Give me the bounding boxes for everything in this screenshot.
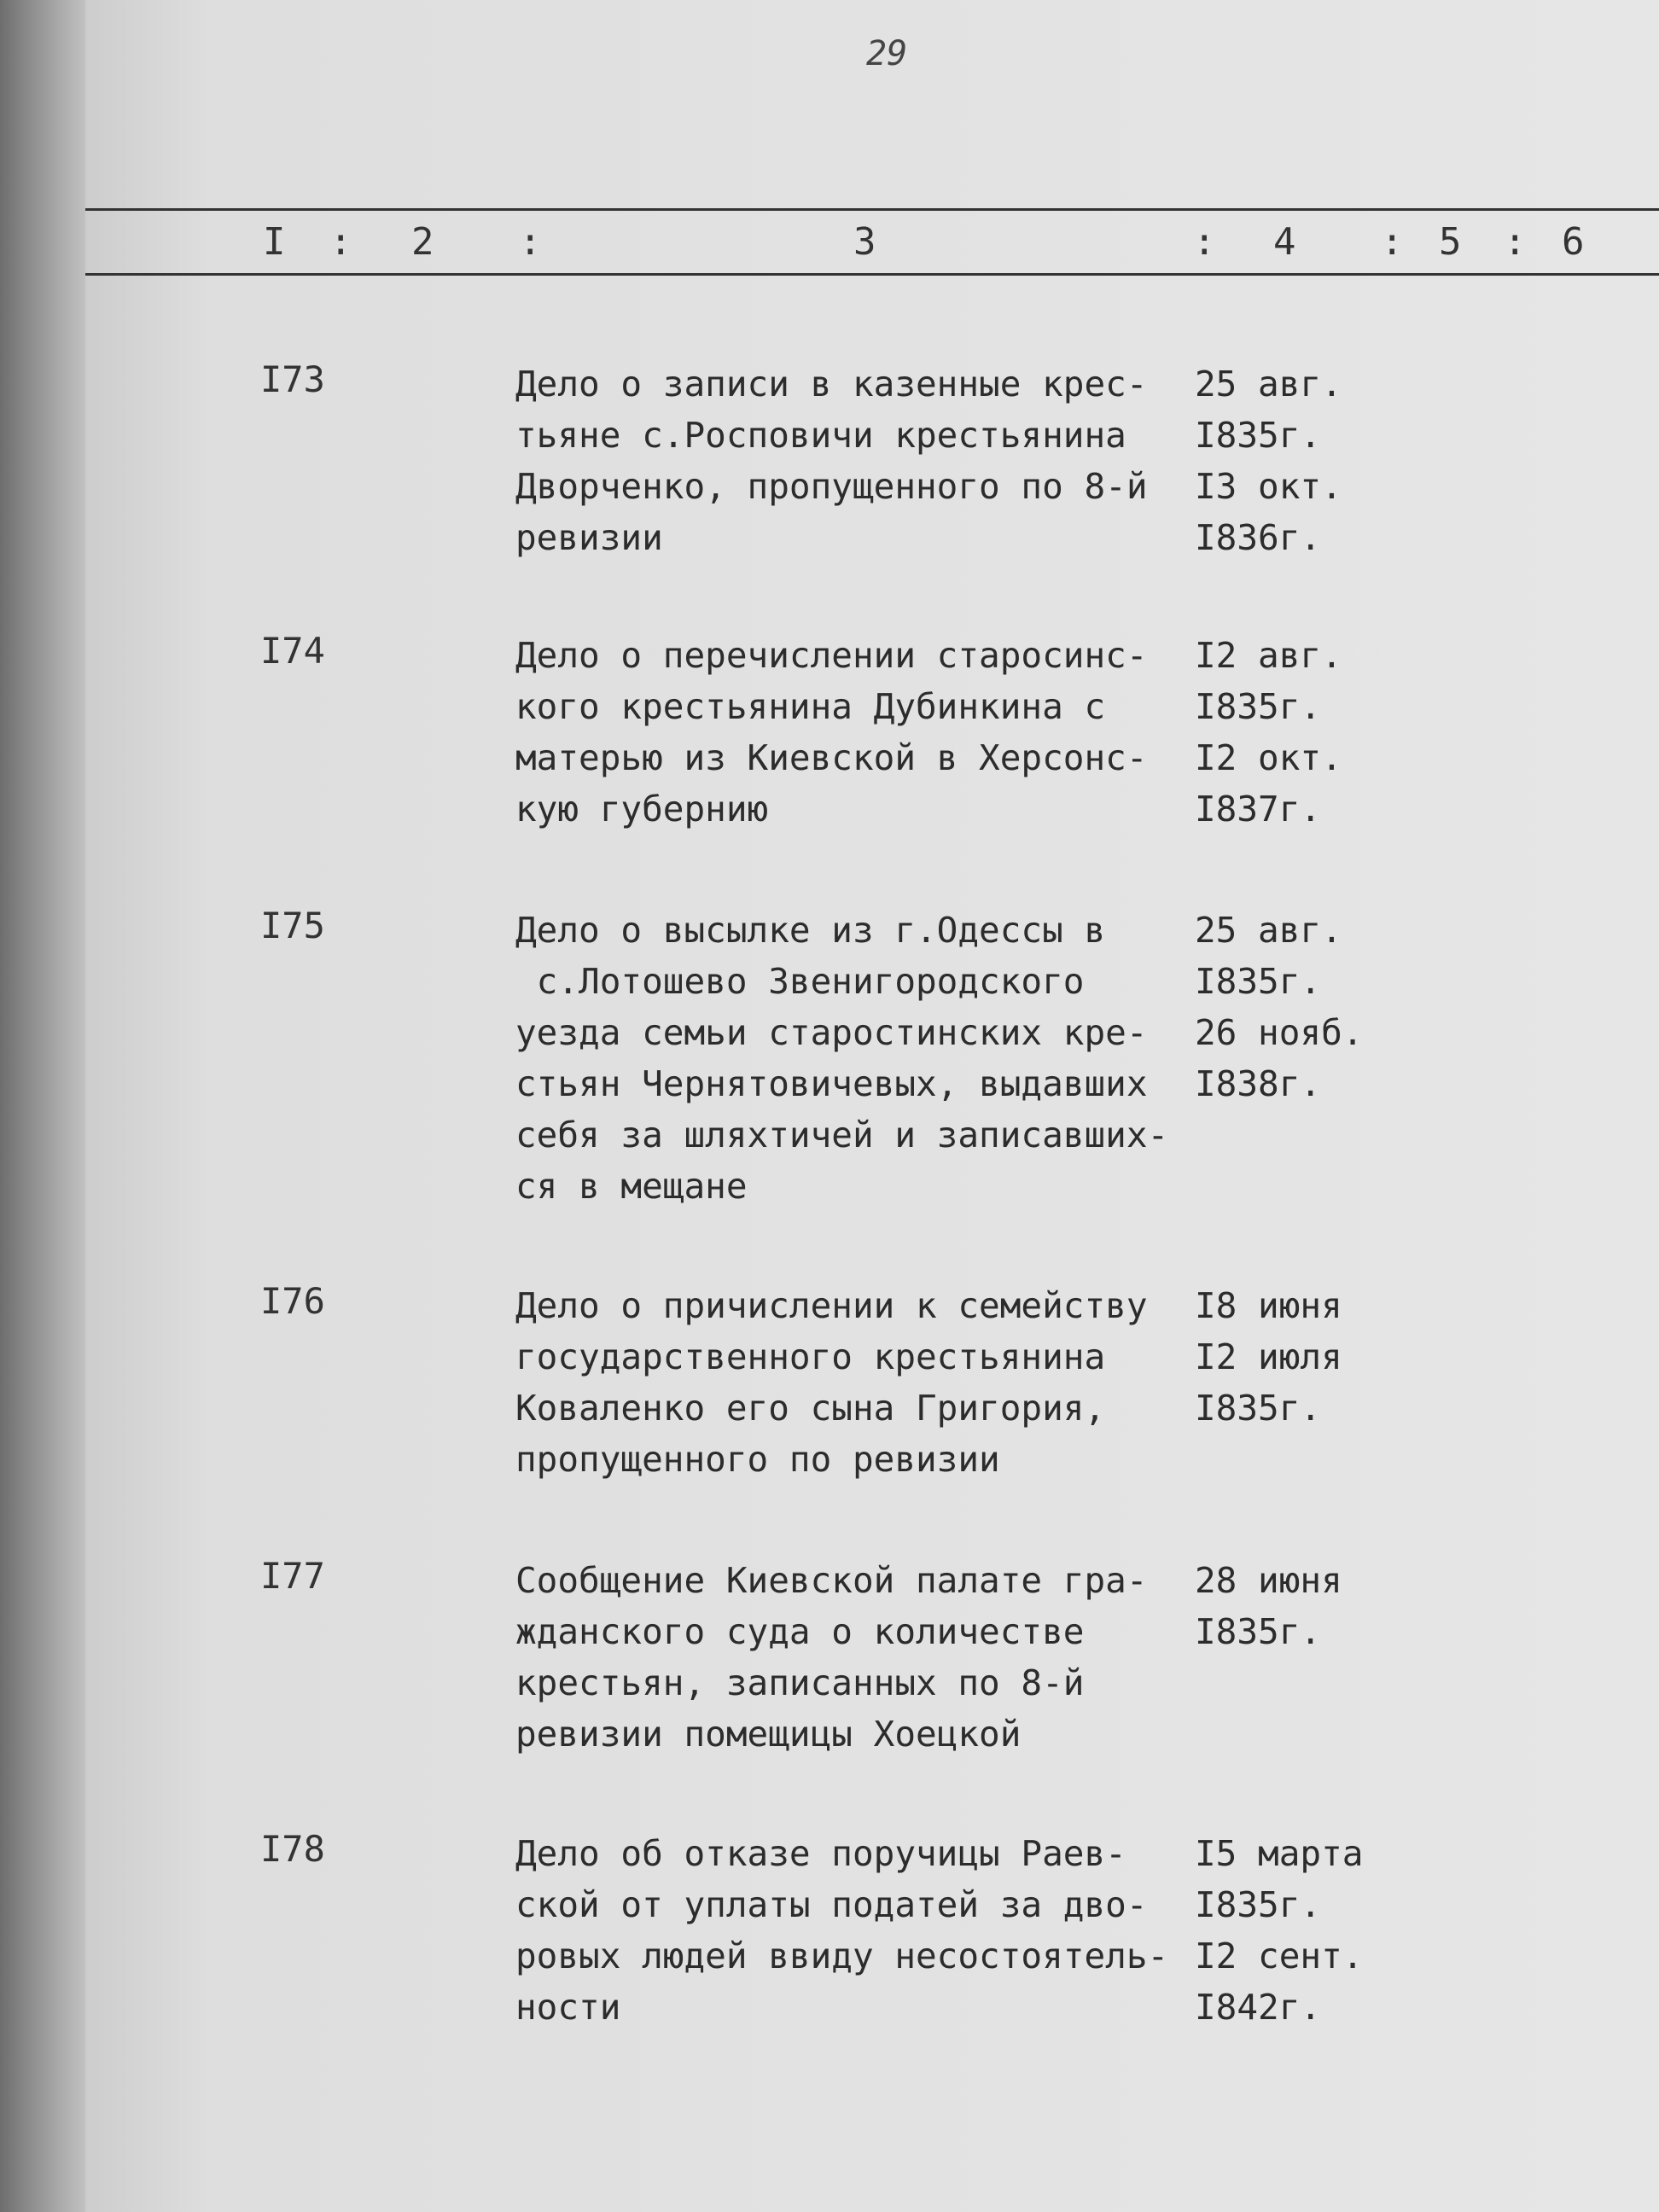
column-header-3: 3 xyxy=(853,220,876,264)
header-rule-top xyxy=(85,208,1659,211)
entry-number: I76 xyxy=(260,1280,325,1322)
entry-title xyxy=(515,905,1190,1212)
entry-title-line: Дело об отказе поручицы Раев- xyxy=(515,1833,1126,1874)
entry-dates xyxy=(1195,1555,1400,1657)
page-number: 29 xyxy=(866,34,908,73)
entry-title-line: Дворченко, пропущенного по 8-й xyxy=(515,466,1148,507)
entry-title-line: уезда семьи старостинских кре- xyxy=(515,1012,1148,1053)
entry-date-line: I2 июля xyxy=(1195,1336,1342,1377)
entry-date-line: I838г. xyxy=(1195,1063,1322,1104)
entry-dates xyxy=(1195,630,1400,835)
entry-date-line: 26 нояб. xyxy=(1195,1012,1364,1053)
entry-title-line: матерью из Киевской в Херсонс- xyxy=(515,737,1148,778)
entry-title-line: ности xyxy=(515,1987,621,2028)
entry-title xyxy=(515,358,1190,563)
entry-date-line: I2 окт. xyxy=(1195,737,1342,778)
header-rule-bottom xyxy=(85,273,1659,276)
entry-date-line: I835г. xyxy=(1195,1611,1322,1652)
entry-title-line: ревизии помещицы Хоецкой xyxy=(515,1714,1022,1755)
entry-title-line: пропущенного по ревизии xyxy=(515,1439,1000,1480)
entry-date-line: I835г. xyxy=(1195,1884,1322,1925)
entry-date-line: I835г. xyxy=(1195,686,1322,727)
entry-title-line: ской от уплаты податей за дво- xyxy=(515,1884,1148,1925)
entry-title-line: ровых людей ввиду несостоятель- xyxy=(515,1936,1169,1976)
entry-date-line: I837г. xyxy=(1195,789,1322,830)
column-header-5: 5 xyxy=(1439,220,1462,264)
column-header-2: 2 xyxy=(411,220,434,264)
column-separator: : xyxy=(1504,220,1527,264)
entry-number: I75 xyxy=(260,905,325,946)
entry-dates xyxy=(1195,905,1400,1109)
entry-date-line: I2 сент. xyxy=(1195,1936,1364,1976)
entry-title-line: тьяне с.Росповичи крестьянина xyxy=(515,415,1126,456)
entry-date-line: 25 авг. xyxy=(1195,364,1342,405)
entry-date-line: 28 июня xyxy=(1195,1560,1342,1601)
column-separator: : xyxy=(1193,220,1216,264)
entry-date-line: I836г. xyxy=(1195,517,1322,558)
entry-date-line: I5 марта xyxy=(1195,1833,1364,1874)
entry-title-line: себя за шляхтичей и записавших- xyxy=(515,1115,1169,1155)
entry-title-line: стьян Чернятовичевых, выдавших xyxy=(515,1063,1148,1104)
entry-dates xyxy=(1195,1280,1400,1434)
entry-number: I73 xyxy=(260,358,325,400)
entry-title-line: Сообщение Киевской палате гра- xyxy=(515,1560,1148,1601)
entry-date-line: I2 авг. xyxy=(1195,635,1342,676)
entry-title-line: кого крестьянина Дубинкина с xyxy=(515,686,1106,727)
entry-title-line: Дело о перечислении старосинс- xyxy=(515,635,1148,676)
entry-title-line: Дело о записи в казенные крес- xyxy=(515,364,1148,405)
entry-title-line: с.Лотошево Звенигородского xyxy=(515,961,1085,1002)
entry-title-line: жданского суда о количестве xyxy=(515,1611,1085,1652)
entry-date-line: I842г. xyxy=(1195,1987,1322,2028)
entry-title-line: Коваленко его сына Григория, xyxy=(515,1388,1106,1429)
entry-title-line: ревизии xyxy=(515,517,663,558)
entry-title-line: кую губернию xyxy=(515,789,769,830)
entry-title-line: крестьян, записанных по 8-й xyxy=(515,1662,1085,1703)
entry-title-line: Дело о высылке из г.Одессы в xyxy=(515,910,1106,951)
entry-date-line: I8 июня xyxy=(1195,1285,1342,1326)
entry-title-line: ся в мещане xyxy=(515,1166,748,1207)
entry-date-line: I835г. xyxy=(1195,415,1322,456)
entry-number: I74 xyxy=(260,630,325,672)
entry-date-line: I835г. xyxy=(1195,961,1322,1002)
column-separator: : xyxy=(329,220,352,264)
entry-date-line: I3 окт. xyxy=(1195,466,1342,507)
entry-title-line: государственного крестьянина xyxy=(515,1336,1106,1377)
column-header-1: I xyxy=(263,220,286,264)
entry-title xyxy=(515,1828,1190,2033)
entry-number: I77 xyxy=(260,1555,325,1597)
entry-number: I78 xyxy=(260,1828,325,1870)
entry-dates xyxy=(1195,358,1400,563)
column-header-4: 4 xyxy=(1273,220,1296,264)
entry-title-line: Дело о причислении к семейству xyxy=(515,1285,1148,1326)
entry-date-line: I835г. xyxy=(1195,1388,1322,1429)
entry-date-line: 25 авг. xyxy=(1195,910,1342,951)
entry-title xyxy=(515,1280,1190,1485)
entry-title xyxy=(515,1555,1190,1760)
column-separator: : xyxy=(519,220,542,264)
entry-dates xyxy=(1195,1828,1400,2033)
book-binding xyxy=(0,0,94,2212)
entry-title xyxy=(515,630,1190,835)
column-separator: : xyxy=(1381,220,1404,264)
column-header-6: 6 xyxy=(1562,220,1585,264)
